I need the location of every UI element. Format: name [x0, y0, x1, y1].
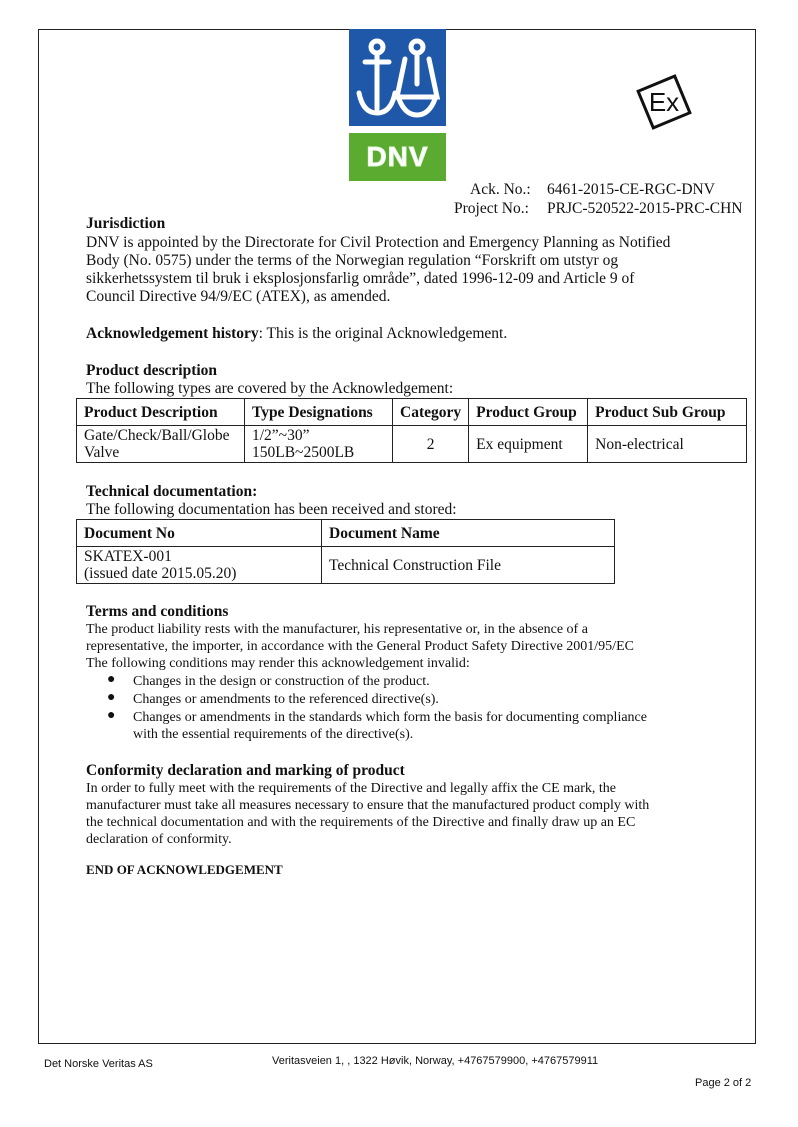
terms-heading: Terms and conditions — [86, 603, 229, 620]
jurisdiction-line: Body (No. 0575) under the terms of the Norwegian regulation “Forskrift om utstyr og — [86, 252, 619, 269]
jurisdiction-line: sikkerhetssystem til bruk i eksplosjonsfarlig område”, dated 1996-12-09 and Article 9 of — [86, 270, 635, 287]
table-header-cell: Product Sub Group — [588, 399, 747, 426]
cell-line: SKATEX-001 — [84, 548, 172, 565]
table-cell-group: Ex equipment — [469, 426, 588, 463]
cell-line: 150LB~2500LB — [252, 444, 355, 461]
cell-line: 1/2”~30” — [252, 427, 310, 444]
table-cell-category: 2 — [393, 426, 469, 463]
documentation-table-header-row — [77, 520, 615, 547]
terms-line: The following conditions may render this acknowledgement invalid: — [86, 656, 470, 671]
table-header-cell: Category — [393, 399, 469, 426]
project-value: PRJC-520522-2015-PRC-CHN — [547, 200, 743, 217]
table-header-cell: Product Description — [77, 399, 245, 426]
acknowledgement-history — [86, 325, 507, 343]
table-header-cell: Document Name — [322, 520, 615, 547]
bullet-icon: ● — [107, 690, 116, 705]
dnv-logo — [349, 133, 446, 181]
table-cell-description — [77, 426, 245, 463]
terms-bullet: Changes or amendments in the standards which form the basis for documenting compliance — [133, 710, 647, 725]
conformity-line: manufacturer must take all measures necessary to ensure that the manufactured product comply with — [86, 798, 650, 813]
jurisdiction-line: DNV is appointed by the Directorate for Civil Protection and Emergency Planning as Notified — [86, 234, 671, 251]
ack-value: 6461-2015-CE-RGC-DNV — [547, 181, 715, 198]
ex-atex-mark-icon — [634, 72, 694, 132]
terms-line: representative, the importer, in accordance with the General Product Safety Directive 2001/95/EC — [86, 639, 634, 654]
terms-bullet: Changes in the design or construction of the product. — [133, 674, 430, 689]
dnv-logo-text: DNV — [366, 141, 429, 172]
cell-line: Valve — [84, 444, 120, 461]
jurisdiction-heading: Jurisdiction — [86, 215, 166, 232]
conformity-heading: Conformity declaration and marking of product — [86, 762, 405, 779]
terms-bullet: Changes or amendments to the referenced directive(s). — [133, 692, 439, 707]
product-intro: The following types are covered by the Acknowledgement: — [86, 380, 454, 397]
terms-line: The product liability rests with the manufacturer, his representative or, in the absence of a — [86, 622, 588, 637]
ack-label: Ack. No.: — [470, 181, 531, 198]
anchor-icon — [349, 29, 446, 126]
product-table-header-row — [77, 399, 747, 426]
conformity-line: the technical documentation and with the requirements of the Directive and finally draw up an EC — [86, 815, 636, 830]
history-text: : This is the original Acknowledgement. — [258, 325, 508, 342]
bullet-icon: ● — [107, 708, 116, 723]
terms-bullet-continuation: with the essential requirements of the directive(s). — [133, 727, 414, 742]
conformity-line: declaration of conformity. — [86, 832, 232, 847]
technical-heading: Technical documentation: — [86, 483, 258, 500]
history-label: Acknowledgement history — [86, 325, 259, 342]
bullet-icon: ● — [107, 672, 116, 687]
cell-line: Gate/Check/Ball/Globe — [84, 427, 230, 444]
footer-address: Veritasveien 1, , 1322 Høvik, Norway, +4767579900, +4767579911 — [272, 1055, 599, 1067]
table-cell-type — [245, 426, 393, 463]
table-row — [77, 426, 747, 463]
footer-company: Det Norske Veritas AS — [44, 1058, 153, 1070]
ex-mark-text: Ex — [648, 87, 680, 117]
table-cell-doc-no — [77, 547, 322, 584]
dnv-anchor-logo — [349, 29, 446, 126]
table-cell-doc-name: Technical Construction File — [322, 547, 615, 584]
project-label: Project No.: — [454, 200, 529, 217]
conformity-line: In order to fully meet with the requirements of the Directive and legally affix the CE mark, the — [86, 781, 617, 796]
technical-intro: The following documentation has been received and stored: — [86, 501, 457, 518]
table-cell-sub-group: Non-electrical — [588, 426, 747, 463]
jurisdiction-line: Council Directive 94/9/EC (ATEX), as amended. — [86, 288, 391, 305]
end-of-acknowledgement: END OF ACKNOWLEDGEMENT — [86, 862, 283, 877]
table-header-cell: Document No — [77, 520, 322, 547]
footer-page-number: Page 2 of 2 — [695, 1077, 752, 1089]
table-header-cell: Type Designations — [245, 399, 393, 426]
documentation-table — [76, 519, 615, 584]
table-row — [77, 547, 615, 584]
table-header-cell: Product Group — [469, 399, 588, 426]
cell-line: (issued date 2015.05.20) — [84, 565, 237, 582]
product-heading: Product description — [86, 362, 218, 379]
product-table — [76, 398, 747, 463]
